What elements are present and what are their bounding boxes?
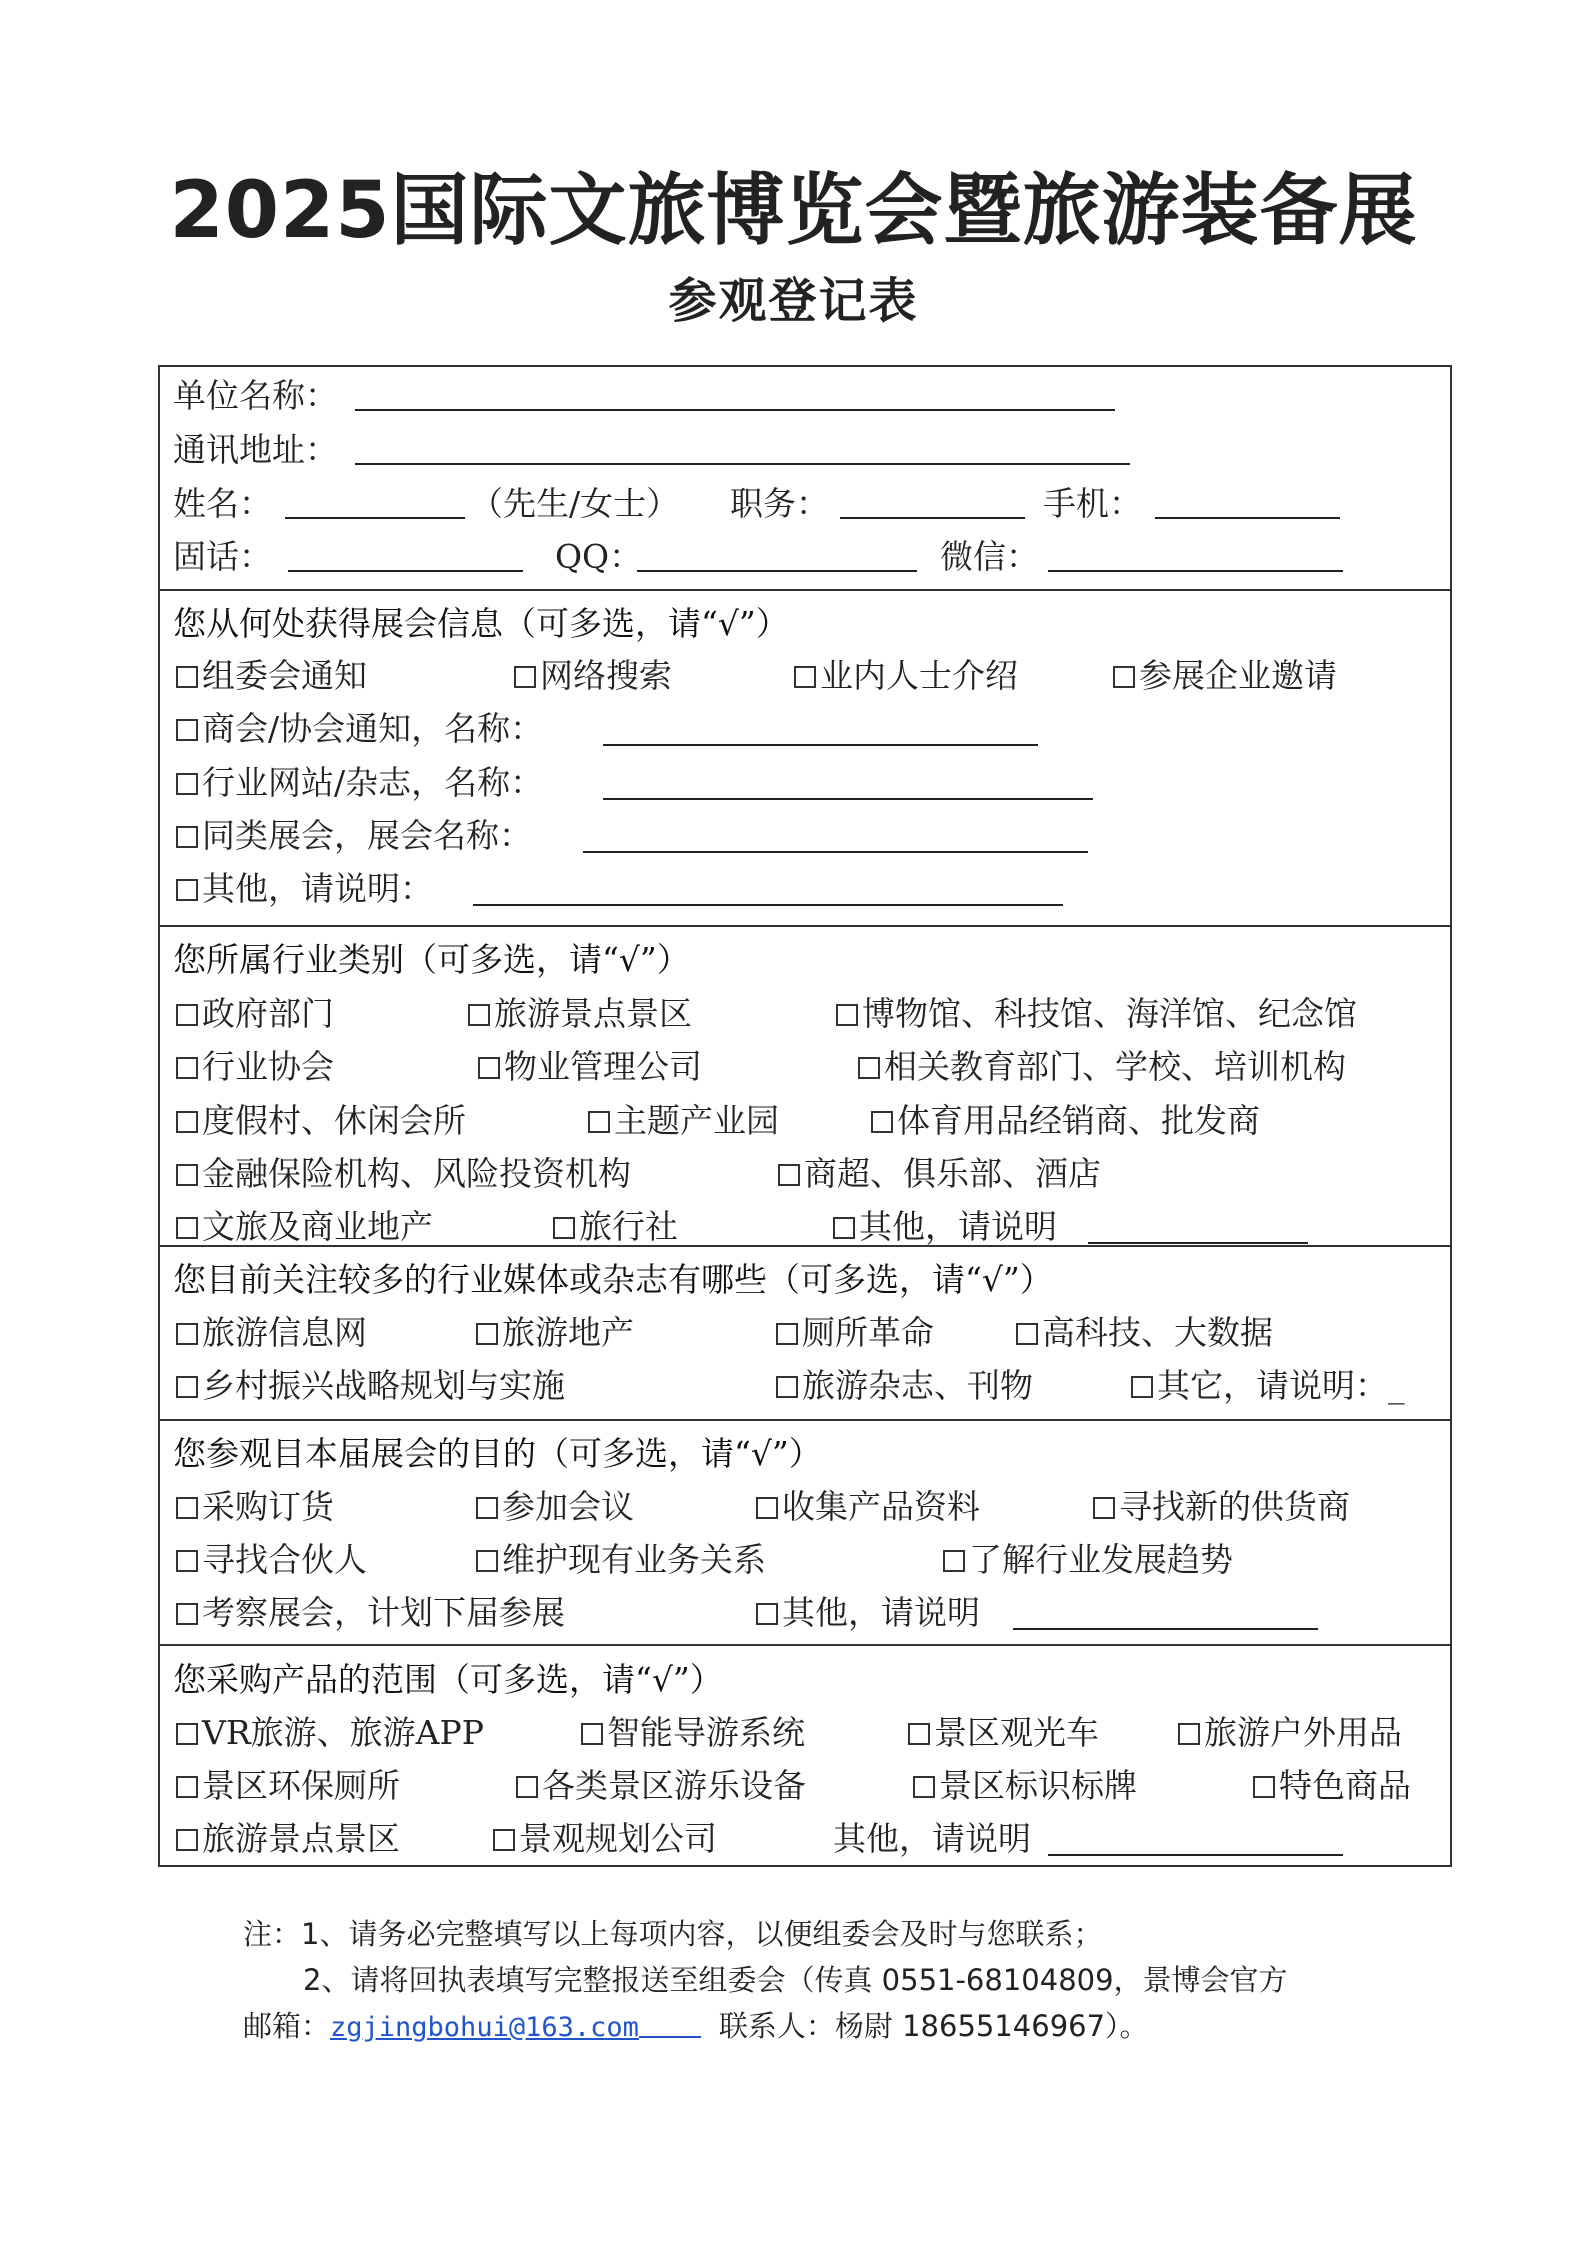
similar-show-field[interactable] <box>583 851 1088 853</box>
product-option[interactable]: 景区环保厕所 <box>176 1766 400 1806</box>
industry-other-field[interactable] <box>1088 1242 1308 1244</box>
purpose-option[interactable]: 考察展会，计划下届参展 <box>176 1593 565 1633</box>
industry-option[interactable]: 旅游景点景区 <box>468 994 692 1034</box>
checkbox[interactable] <box>476 1550 498 1572</box>
checkbox[interactable] <box>516 1776 538 1798</box>
checkbox[interactable] <box>176 1723 198 1745</box>
media-option[interactable]: 旅游地产 <box>476 1313 634 1353</box>
position-label: 职务： <box>730 484 829 523</box>
checkbox[interactable] <box>776 1376 798 1398</box>
checkbox[interactable] <box>176 666 198 688</box>
form-title: 2025国际文旅博览会暨旅游装备展 <box>169 166 1418 256</box>
checkbox[interactable] <box>1178 1723 1200 1745</box>
checkbox[interactable] <box>176 879 198 901</box>
checkbox[interactable] <box>476 1323 498 1345</box>
purpose-option[interactable]: 寻找合伙人 <box>176 1540 367 1580</box>
checkbox[interactable] <box>858 1057 880 1079</box>
checkbox[interactable] <box>176 1164 198 1186</box>
industry-option[interactable]: 行业协会 <box>176 1047 334 1087</box>
purpose-option[interactable]: 参加会议 <box>476 1487 634 1527</box>
product-option[interactable]: 景区标识标牌 <box>913 1766 1137 1806</box>
source-option-similar[interactable]: 同类展会，展会名称： <box>176 816 532 856</box>
industry-heading: 您所属行业类别（可多选，请“√”） <box>173 940 690 979</box>
source-option[interactable]: 参展企业邀请 <box>1113 656 1337 696</box>
note-line-1: 注：1、请务必完整填写以上每项内容，以便组委会及时与您联系； <box>243 1917 1103 1951</box>
media-option-other[interactable]: 其它，请说明：_ <box>1131 1366 1405 1406</box>
section-divider <box>158 1419 1452 1421</box>
checkbox[interactable] <box>581 1723 603 1745</box>
address-field[interactable] <box>355 463 1130 465</box>
wechat-label: 微信： <box>940 537 1039 576</box>
section-divider <box>158 925 1452 927</box>
product-option[interactable]: 特色商品 <box>1253 1766 1411 1806</box>
media-option[interactable]: 旅游信息网 <box>176 1313 367 1353</box>
purpose-option[interactable]: 寻找新的供货商 <box>1093 1487 1350 1527</box>
product-other-field[interactable] <box>1048 1854 1343 1856</box>
product-option[interactable]: VR旅游、旅游APP <box>176 1713 484 1753</box>
checkbox[interactable] <box>176 1776 198 1798</box>
website-name-field[interactable] <box>603 798 1093 800</box>
industry-option[interactable]: 文旅及商业地产 <box>176 1207 433 1247</box>
qq-label: QQ： <box>555 537 643 576</box>
source-option[interactable]: 网络搜索 <box>514 656 672 696</box>
form-subtitle: 参观登记表 <box>668 273 919 329</box>
media-option[interactable]: 厕所革命 <box>776 1313 934 1353</box>
product-option[interactable]: 旅游户外用品 <box>1178 1713 1402 1753</box>
purpose-option[interactable]: 采购订货 <box>176 1487 334 1527</box>
purpose-option[interactable]: 维护现有业务关系 <box>476 1540 766 1580</box>
purpose-option[interactable]: 了解行业发展趋势 <box>943 1540 1233 1580</box>
checkbox[interactable] <box>794 666 816 688</box>
checkbox[interactable] <box>176 1603 198 1625</box>
checkbox[interactable] <box>176 1057 198 1079</box>
checkbox[interactable] <box>553 1217 575 1239</box>
product-option[interactable]: 各类景区游乐设备 <box>516 1766 806 1806</box>
checkbox[interactable] <box>1016 1323 1038 1345</box>
media-option[interactable]: 高科技、大数据 <box>1016 1313 1273 1353</box>
checkbox[interactable] <box>176 1323 198 1345</box>
checkbox[interactable] <box>756 1603 778 1625</box>
position-field[interactable] <box>840 517 1025 519</box>
phone-label: 固话： <box>173 537 272 576</box>
wechat-field[interactable] <box>1048 570 1343 572</box>
source-heading: 您从何处获得展会信息（可多选，请“√”） <box>173 604 789 643</box>
industry-option[interactable]: 商超、俱乐部、酒店 <box>778 1154 1101 1194</box>
source-option[interactable]: 业内人士介绍 <box>794 656 1018 696</box>
chamber-name-field[interactable] <box>603 744 1038 746</box>
purpose-other-field[interactable] <box>1013 1628 1318 1630</box>
purpose-heading: 您参观目本届展会的目的（可多选，请“√”） <box>173 1434 822 1473</box>
checkbox[interactable] <box>176 1497 198 1519</box>
source-option-chamber[interactable]: 商会/协会通知，名称： <box>176 709 543 749</box>
section-divider <box>158 589 1452 591</box>
checkbox[interactable] <box>176 1004 198 1026</box>
checkbox[interactable] <box>176 1376 198 1398</box>
email-underline <box>639 2014 701 2038</box>
industry-option[interactable]: 金融保险机构、风险投资机构 <box>176 1154 631 1194</box>
source-option-website[interactable]: 行业网站/杂志，名称： <box>176 763 543 803</box>
section-divider <box>158 1644 1452 1646</box>
product-other-label: 其他，请说明 <box>833 1819 1031 1858</box>
media-option[interactable]: 乡村振兴战略规划与实施 <box>176 1366 565 1406</box>
company-field[interactable] <box>355 409 1115 411</box>
purpose-option[interactable]: 收集产品资料 <box>756 1487 980 1527</box>
checkbox[interactable] <box>1131 1376 1153 1398</box>
checkbox[interactable] <box>756 1497 778 1519</box>
checkbox[interactable] <box>176 826 198 848</box>
checkbox[interactable] <box>1253 1776 1275 1798</box>
industry-option[interactable]: 相关教育部门、学校、培训机构 <box>858 1047 1346 1087</box>
products-heading: 您采购产品的范围（可多选，请“√”） <box>173 1660 723 1699</box>
media-heading: 您目前关注较多的行业媒体或杂志有哪些（可多选，请“√”） <box>173 1260 1053 1299</box>
phone-field[interactable] <box>288 570 523 572</box>
name-label: 姓名： <box>173 484 272 523</box>
checkbox[interactable] <box>588 1111 610 1133</box>
checkbox[interactable] <box>871 1111 893 1133</box>
checkbox[interactable] <box>514 666 536 688</box>
salutation-text: （先生/女士） <box>470 484 680 523</box>
note-line-3 <box>243 2008 1149 2046</box>
industry-option[interactable]: 主题产业园 <box>588 1101 779 1141</box>
checkbox[interactable] <box>176 1550 198 1572</box>
purpose-option-other[interactable]: 其他，请说明 <box>756 1593 980 1633</box>
checkbox[interactable] <box>913 1776 935 1798</box>
product-option[interactable]: 景区观光车 <box>908 1713 1099 1753</box>
checkbox[interactable] <box>836 1004 858 1026</box>
checkbox[interactable] <box>476 1497 498 1519</box>
address-label: 通讯地址： <box>173 430 338 469</box>
source-option-other[interactable]: 其他，请说明： <box>176 869 433 909</box>
mobile-label: 手机： <box>1043 484 1142 523</box>
email-label: 邮箱： <box>243 2009 331 2043</box>
checkbox[interactable] <box>478 1057 500 1079</box>
checkbox[interactable] <box>176 719 198 741</box>
checkbox[interactable] <box>493 1829 515 1851</box>
checkbox[interactable] <box>833 1217 855 1239</box>
source-other-field[interactable] <box>473 904 1063 906</box>
product-option[interactable]: 景观规划公司 <box>493 1819 717 1859</box>
contact-text: 联系人：杨尉 18655146967）。 <box>718 2009 1149 2043</box>
media-option[interactable]: 旅游杂志、刊物 <box>776 1366 1033 1406</box>
checkbox[interactable] <box>176 1217 198 1239</box>
company-label: 单位名称： <box>173 376 338 415</box>
checkbox[interactable] <box>468 1004 490 1026</box>
industry-option[interactable]: 度假村、休闲会所 <box>176 1101 466 1141</box>
note-line-2: 2、请将回执表填写完整报送至组委会（传真 0551-68104809，景博会官方 <box>303 1963 1288 1997</box>
industry-option[interactable]: 政府部门 <box>176 994 334 1034</box>
checkbox[interactable] <box>176 1829 198 1851</box>
source-option[interactable]: 组委会通知 <box>176 656 367 696</box>
qq-field[interactable] <box>637 570 917 572</box>
checkbox[interactable] <box>778 1164 800 1186</box>
industry-option[interactable]: 体育用品经销商、批发商 <box>871 1101 1260 1141</box>
industry-option[interactable]: 博物馆、科技馆、海洋馆、纪念馆 <box>836 994 1357 1034</box>
checkbox[interactable] <box>176 1111 198 1133</box>
checkbox[interactable] <box>908 1723 930 1745</box>
checkbox[interactable] <box>176 773 198 795</box>
industry-option[interactable]: 旅行社 <box>553 1207 678 1247</box>
industry-option[interactable]: 物业管理公司 <box>478 1047 702 1087</box>
checkbox[interactable] <box>776 1323 798 1345</box>
checkbox[interactable] <box>943 1550 965 1572</box>
product-option[interactable]: 智能导游系统 <box>581 1713 805 1753</box>
mobile-field[interactable] <box>1155 517 1340 519</box>
product-option[interactable]: 旅游景点景区 <box>176 1819 400 1859</box>
checkbox[interactable] <box>1113 666 1135 688</box>
checkbox[interactable] <box>1093 1497 1115 1519</box>
industry-option-other[interactable]: 其他，请说明 <box>833 1207 1057 1247</box>
name-field[interactable] <box>285 517 465 519</box>
email-link[interactable]: zgjingbohui@163.com <box>330 2012 639 2043</box>
